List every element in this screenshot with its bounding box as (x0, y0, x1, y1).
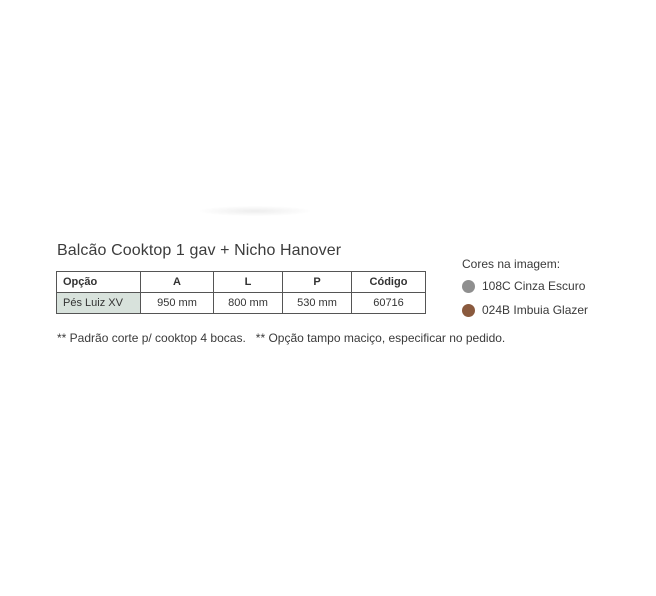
color-swatch-cinza (462, 280, 475, 293)
header-p: P (283, 272, 352, 293)
cell-opcao: Pés Luiz XV (57, 293, 141, 314)
header-opcao: Opção (57, 272, 141, 293)
header-a: A (141, 272, 214, 293)
table-header-row (57, 272, 426, 293)
cell-l: 800 mm (214, 293, 283, 314)
color-label-cinza: 108C Cinza Escuro (482, 279, 586, 293)
header-codigo: Código (352, 272, 426, 293)
table-row (57, 293, 426, 314)
product-title: Balcão Cooktop 1 gav + Nicho Hanover (57, 242, 342, 259)
color-swatch-imbuia (462, 304, 475, 317)
colors-title: Cores na imagem: (462, 257, 561, 271)
header-l: L (214, 272, 283, 293)
spec-table (56, 271, 426, 314)
color-item-imbuia (462, 303, 588, 317)
color-item-cinza (462, 279, 585, 293)
product-shadow (200, 206, 310, 216)
color-label-imbuia: 024B Imbuia Glazer (482, 303, 589, 317)
cell-a: 950 mm (141, 293, 214, 314)
cell-p: 530 mm (283, 293, 352, 314)
cell-codigo: 60716 (352, 293, 426, 314)
footnote: ** Padrão corte p/ cooktop 4 bocas. ** Opção tampo maciço, especificar no pedido. (57, 331, 506, 345)
